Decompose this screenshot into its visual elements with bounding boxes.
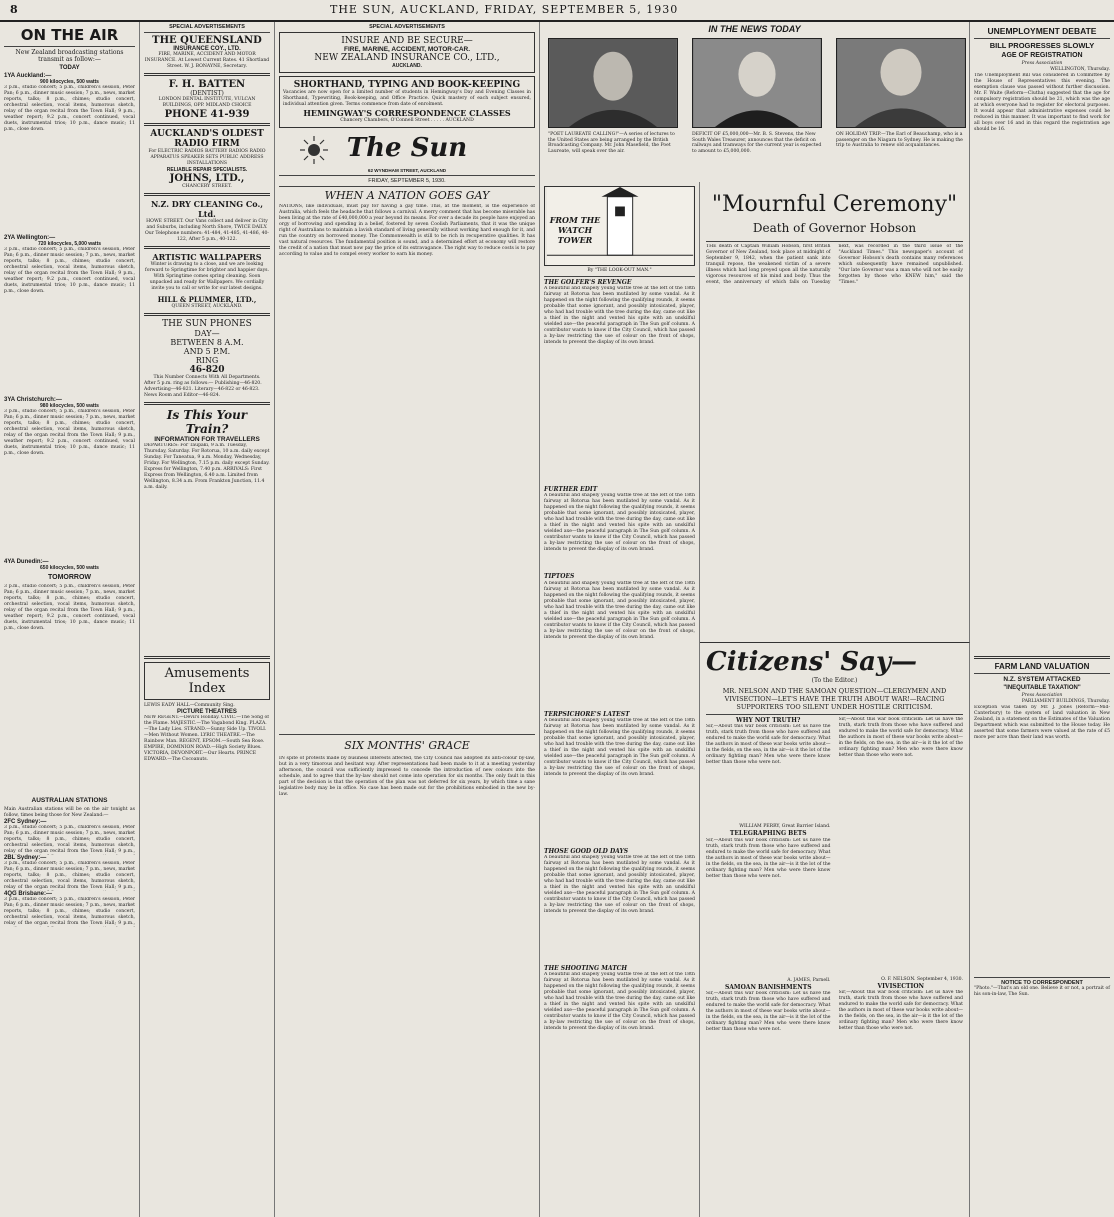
aus-4qg-programme: 3 p.m., studio concert; 5 p.m., children's session, Peter Pan; 6 p.m., dinner music session; 7 p.m., news, market reports, talks; 8 p.m., chimes; studio concert, orchestral selection, vocal items, humorous sketch, relay of the organ recital from the Town Hall; 9 p.m., xyxy=(4,897,135,927)
unemployment-dateline: WELLINGTON, Thursday. xyxy=(1050,67,1110,72)
hemingway-address: Chancery Chambers, O'Connell Street . . . . . AUCKLAND xyxy=(340,118,474,123)
drycleaning-body: HOWE STREET. Our Vans collect and deliver in City and Suburbs, including North Shore, TWICE DAILY. Our Telephone numbers: 41-484, 41-485, 41-486, 40-122, After 5 p.m., 40-122. xyxy=(145,219,269,243)
train-body: DEPARTURES: For Taupaki, 9 a.m. Tuesday, Thursday, Saturday. For Rotorua, 10 a.m. daily except Sunday. For Taneatua, 9 a.m. Monday, Wednesday, Friday. For Wellington, 7.15 p.m. daily except Sunday. Express for Wellington, 7.40 p.m. ARRIVALS: First Express from Wellington, 6.40 a.m. Limited from Wellington, 8.34 a.m. From Frankton Junction, 11.4 a.m. daily. xyxy=(144,443,270,491)
mournful-body: THE death of Captain William Hobson, first British Governor of New Zealand, took place at midnight of September 9, 1842, when the patient sank into tranquil repose, the weakened victim of a severe illness which had long preyed upon all the naturally vigorous resources of his mind and body. Thus the event, the anniversary of which falls on Tuesday next, was recorded in the third issue of the "Auckland Times." This newspaper's account of Governor Hobson's death contains many references which subsequently have remained unpublished. "Our late Governor was a man who will not be easily forgotten by those who KNEW him," said the "Times." xyxy=(706,244,963,285)
today-label: TODAY xyxy=(59,65,80,72)
shooting-match-heading: THE SHOOTING MATCH xyxy=(544,965,628,973)
portrait-icon xyxy=(549,39,677,127)
radio-title: AUCKLAND'S OLDEST RADIO FIRM xyxy=(150,129,264,150)
masthead-title: THE SUN, AUCKLAND, FRIDAY, SEPTEMBER 5, 1930 xyxy=(330,3,679,16)
station-2ya: 2YA Wellington:— xyxy=(4,235,56,242)
mournful-heading: "Mournful Ceremony" xyxy=(711,192,958,217)
on-the-air-column xyxy=(0,22,140,1217)
samoan-body: Sir,—About this war book criticism: Let us have the truth, stark truth from those who have suffered and endured to make the world safe for democracy. What the authors in most of these war books write about—in the fields, on the sea, in the air—is it the lot of the ordinary fighting man? Men who were there know better than those who were not. xyxy=(706,990,831,1032)
watch-tower-logo-text: FROM THE WATCH TOWER xyxy=(549,215,601,245)
tomorrow-programme: 3 p.m., studio concert; 5 p.m., children's session, Peter Pan; 6 p.m., dinner music session; 7 p.m., news, market reports, talks; 8 p.m., chimes; studio concert, orchestral selection, vocal items, humorous sketch, relay of the organ recital from the Town Hall; 9 p.m., weather report; 9.2 p.m., concert continued, vocal duets, instrumental trios; 10 p.m., dance music; 11 p.m., close down. xyxy=(4,584,135,632)
masefield-caption: "POET LAUREATE CALLING!"—A series of lectures to the United States are being arranged by the British Broadcasting Company. Mr. John Masefield, the Poet Laureate, will speak over the air. xyxy=(548,132,675,154)
aus-2fc-programme: 3 p.m., studio concert; 5 p.m., children's session, Peter Pan; 6 p.m., dinner music session; 7 p.m., news, market reports, talks; 8 p.m., chimes; studio concert, orchestral selection, vocal items, humorous sketch, relay of the organ recital from the Town Hall; 9 p.m., xyxy=(4,825,135,855)
unemployment-heading: UNEMPLOYMENT DEBATE xyxy=(987,26,1097,36)
good-old-days-heading: THOSE GOOD OLD DAYS xyxy=(544,847,629,855)
in-the-news-heading: IN THE NEWS TODAY xyxy=(708,24,801,34)
sun-phones-number: 46-820 xyxy=(189,365,225,376)
sun-phones-title: THE SUN PHONES xyxy=(162,319,252,330)
station-1ya-programme: 3 p.m., studio concert; 5 p.m., children's session, Peter Pan; 6 p.m., dinner music session; 7 p.m., news, market reports, talks; 8 p.m., chimes; studio concert, orchestral selection, vocal items, humorous sketch, relay of the organ recital from the Town Hall; 9 p.m., weather report; 9.2 p.m., concert continued, vocal duets, instrumental trios; 10 p.m., dance music; 11 p.m., close down. xyxy=(4,85,135,133)
batten-sub: (DENTIST) xyxy=(190,90,224,97)
amusements-heading: Amusements Index xyxy=(164,666,250,697)
station-3ya-freq: 980 kilocycles, 500 watts xyxy=(40,403,99,410)
unemployment-press: Press Association xyxy=(1021,61,1063,66)
aus-2bl: 2BL Sydney:— xyxy=(4,855,47,862)
further-edit-body: A beautiful and shapely young wattle tree at the left of the 18th fairway at Rotorua has been mutilated by some vandal. As it happened on the night following the qualifying rounds, it seems probable that some ignorant, and possibly intoxicated, player, who had had trouble with the tree during the day, came out like a thief in the night and vented his spite with an unskilful wielded axe—the peaceful paragraph in The Sun golf column. A contributor wants to know if the City Council, which has passed a by-law restricting the use of colour on the front of shops, intends to prevent the display of its own brand. xyxy=(544,493,695,553)
sun-logo xyxy=(279,132,535,168)
notice-body: "Photo."—That's an old one. Believe it or not, a portrait of his son-in-law, The Sun. xyxy=(974,986,1110,997)
queensland-title: THE QUEENSLAND xyxy=(152,35,262,46)
wallpapers-title: ARTISTIC WALLPAPERS xyxy=(152,252,262,263)
sun-phones-after: After 5 p.m. ring as follows:— Publishing—46-820. Advertising—46-821. Literary—46-822 or 46-823. News Room and Editor—46-824. xyxy=(144,381,262,399)
hemingway-school: HEMINGWAY'S CORRESPONDENCE CLASSES xyxy=(303,108,511,118)
on-the-air-heading: ON THE AIR xyxy=(20,26,119,44)
wallpapers-body: Winter is drawing to a close, and we are looking forward to Springtime for brighter and happier days. With Springtime comes spring cleaning. Soon unpacked and ready for Wallpapers. We cordially invite you to call or write for our latest designs. xyxy=(145,262,269,292)
citizens-say-article xyxy=(700,642,970,1217)
shorthand-ad-body: Vacancies are now open for a limited number of students in Hemingway's Day and Evening Classes in Shorthand, Typewriting, Book-keeping, and Office Practice. Quick mastery of each subject ensured, individual attention given. Terms commence from date of enrolment. xyxy=(283,90,531,107)
farm-dateline: PARLIAMENT BUILDINGS, Thursday. xyxy=(1021,699,1110,704)
editorial-dateline: FRIDAY, SEPTEMBER 5, 1930. xyxy=(368,178,446,184)
station-3ya-programme: 3 p.m., studio concert; 5 p.m., children's session, Peter Pan; 6 p.m., dinner music session; 7 p.m., news, market reports, talks; 8 p.m., chimes; studio concert, orchestral selection, vocal items, humorous sketch, relay of the organ recital from the Town Hall; 9 p.m., weather report; 9.2 p.m., concert continued, vocal duets, instrumental trios; 10 p.m., dance music; 11 p.m., close down. xyxy=(4,409,135,457)
amusements-pictures: PICTURE THEATRES xyxy=(177,709,237,716)
editorial-heading-1: WHEN A NATION GOES GAY xyxy=(324,189,490,202)
golfers-revenge-body: A beautiful and shapely young wattle tree at the left of the 18th fairway at Rotorua has been mutilated by some vandal. As it happened on the night following the qualifying rounds, it seems probable that some ignorant, and possibly intoxicated, player, who had had trouble with the tree during the day, came out like a thief in the night and vented his spite with an unskilful wielded axe—the peaceful paragraph in The Sun golf column. A contributor wants to know if the City Council, which has passed a by-law restricting the use of colour on the front of shops, intends to prevent the display of its own brand. xyxy=(544,286,695,346)
johns-address: CHANCERY STREET. xyxy=(182,184,232,190)
unemployment-sub2: AGE OF REGISTRATION xyxy=(1001,52,1083,59)
station-4ya-freq: 650 kilocycles, 500 watts xyxy=(40,565,99,572)
radio-body: For ELECTRIC RADIOS BATTERY RADIOS RADIO APPARATUS SPEAKER SETS PUBLIC ADDRESS INSTALLATIONS xyxy=(148,149,266,167)
station-2ya-programme: 3 p.m., studio concert; 5 p.m., children's session, Peter Pan; 6 p.m., dinner music session; 7 p.m., news, market reports, talks; 8 p.m., chimes; studio concert, orchestral selection, vocal items, humorous sketch, relay of the organ recital from the Town Hall; 9 p.m., weather report; 9.2 p.m., concert continued, vocal duets, instrumental trios; 10 p.m., dance music; 11 p.m., close down. xyxy=(4,247,135,295)
batten-body: LONDON DENTAL INSTITUTE, VULCAN BUILDINGS, OPP. MIDLAND CHOICE xyxy=(158,97,256,109)
terpsichore-body: A beautiful and shapely young wattle tree at the left of the 18th fairway at Rotorua has been mutilated by some vandal. As it happened on the night following the qualifying rounds, it seems probable that some ignorant, and possibly intoxicated, player, who had had trouble with the tree during the day, came out like a thief in the night and vented his spite with an unskilful wielded axe—the peaceful paragraph in The Sun golf column. A contributor wants to know if the City Council, which has passed a by-law restricting the use of colour on the front of shops, intends to prevent the display of its own brand. xyxy=(544,717,695,777)
sun-phones-day: DAY— xyxy=(194,329,220,339)
editorial-column xyxy=(275,22,540,1217)
sun-logo-address: 62 WYNDHAM STREET, AUCKLAND xyxy=(367,168,447,173)
editorial-body-1: NATIONS, like individuals, must pay for having a gay time. This, at the moment, is the experience of Australia, which feels the headache that follows a carnival. A merry comment that has become miserable has been living at the rate of £40,000,000 a year beyond its means. For over a decade its people have enjoyed an orgy of borrowing and spending in a belief, fostered by seven Coolish Parliaments, that it was the unique right of Australians to maintain a lavish standard of living generally without working hard enough for it, and run the country on borrowed money. The Commonwealth is still to be rich in recuperative qualities. It has vast natural resources. The fundamental position is sound, and a determined effort at economy will restore the credit of a nation that must now pay the price of its extravagance. The right way to reduce costs is to pay according to value and to compel every worker to earn his money. xyxy=(279,204,535,257)
queensland-sub: INSURANCE COY., LTD. xyxy=(173,46,241,52)
australian-intro: Main Australian stations will be on the air tonight as follow, times being those for New Zealand:— xyxy=(4,807,135,819)
good-old-days-body: A beautiful and shapely young wattle tree at the left of the 18th fairway at Rotorua has been mutilated by some vandal. As it happened on the night following the qualifying rounds, it seems probable that some ignorant, and possibly intoxicated, player, who had had trouble with the tree during the day, came out like a thief in the night and vented his spite with an unskilful wielded axe—the peaceful paragraph in The Sun golf column. A contributor wants to know if the City Council, which has passed a by-law restricting the use of colour on the front of shops, intends to prevent the display of its own brand. xyxy=(544,855,695,915)
australian-stations-heading: AUSTRALIAN STATIONS xyxy=(31,797,108,805)
sun-phones-connect: This Number Connects With All Departments. xyxy=(153,375,261,381)
mournful-subheading: Death of Governor Hobson xyxy=(752,221,917,235)
amusements-body: NEW REGENT.—Devil's Holiday. CIVIC.—The Song of the Flame. MAJESTIC.—The Vagabond King. PLAZA.—The Lady Lies. STRAND.—Sunny Side Up. TIVOLI.—Men Without Women. LYRIC THEATRE.—The Rainbow Man. REGENT, EPSOM.—South Sea Rose. EMPIRE, DOMINION ROAD.—High Society Blues. VICTORIA, DEVONPORT.—Our Hearts. PRINCE EDWARD.—The Cocoanuts. xyxy=(144,715,269,763)
insurance-ad-line4: AUCKLAND. xyxy=(392,63,422,69)
aus-2fc: 2FC Sydney:— xyxy=(4,819,47,826)
farm-sub1: N.Z. SYSTEM ATTACKED xyxy=(1003,676,1081,683)
samoan-body-continued: Sir,—About this war book criticism: Let us have the truth, stark truth from those who have suffered and endured to make the world safe for democracy. What the authors in most of these war books write about—in the fields, on the sea, in the air—is it the lot of the ordinary fighting man? Men who were there know better than those who were not. xyxy=(838,717,963,759)
shorthand-ad-title: SHORTHAND, TYPING AND BOOK-KEEPING xyxy=(293,80,521,90)
golfers-revenge-heading: THE GOLFER'S REVENGE xyxy=(544,279,632,286)
aus-4qg: 4QG Brisbane:— xyxy=(4,891,53,898)
amusements-lewis: LEWIS EADY HALL—Community Sing. xyxy=(144,703,235,709)
station-3ya: 3YA Christchurch:— xyxy=(4,397,62,404)
samoan-sign: O. F. NELSON. September 4, 1930. xyxy=(881,977,963,983)
queensland-body: FIRE, MARINE, ACCIDENT AND MOTOR INSURANCE. At Lowest Current Rates. 41 Shortland Street. W. J. BONAYNE, Secretary. xyxy=(144,52,270,69)
unemployment-sub1: BILL PROGRESSES SLOWLY xyxy=(989,41,1095,50)
why-not-truth-sign: WILLIAM PERRY, Great Barrier Island. xyxy=(739,824,831,830)
insurance-ad-line1: INSURE AND BE SECURE— xyxy=(341,36,473,46)
citizens-heading: Citizens' Say— xyxy=(706,647,918,677)
why-not-truth-heading: WHY NOT TRUTH? xyxy=(736,717,801,725)
tomorrow-label: TOMORROW xyxy=(47,574,92,582)
telegraphing-bets-sign: A. JAMES, Parnell. xyxy=(787,977,831,983)
insurance-ad-line2: FIRE, MARINE, ACCIDENT, MOTOR-CAR. xyxy=(343,46,471,53)
batten-name: F. H. BATTEN xyxy=(168,79,246,90)
portrait-icon xyxy=(693,39,821,127)
page-number: 8 xyxy=(10,3,18,16)
portrait-icon xyxy=(837,39,965,127)
farm-sub2: "INEQUITABLE TAXATION" xyxy=(1003,685,1081,691)
why-not-truth-body: Sir,—About this war book criticism: Let us have the truth, stark truth from those who have suffered and endured to make the world safe for democracy. What the authors in most of these war books write about—in the fields, on the sea, in the air—is it the lot of the ordinary fighting man? Men who were there know better than those who were not. xyxy=(706,724,831,766)
farm-press: Press Association xyxy=(1021,693,1063,698)
station-4ya: 4YA Dunedin:— xyxy=(4,559,49,566)
hill-plummer: HILL & PLUMMER, LTD., xyxy=(157,295,257,305)
further-edit-heading: FURTHER EDIT xyxy=(544,486,598,494)
batten-phone: PHONE 41-939 xyxy=(164,109,250,121)
beauchamp-caption: ON HOLIDAY TRIP.—The Earl of Beauchamp, who is a passenger on the Niagara to Sydney. He is making the trip to Australia to renew old acquaintances. xyxy=(836,132,963,149)
tiptoes-heading: TIPTOES xyxy=(544,573,575,581)
beauchamp-photo xyxy=(836,38,966,128)
special-ads-label-left: SPECIAL ADVERTISEMENTS xyxy=(169,24,245,30)
farm-body: Exception was taken by Mr. J. Jones (Reform—Mid-Canterbury) to the system of land valuation in New Zealand, in a statement on the Estimates of the Valuation Department which was submitted to the House today. He asserted that some farmers were valued at the rate of £5 more per acre than their land was worth. xyxy=(974,705,1110,740)
parliament-column xyxy=(970,22,1114,1217)
train-info: INFORMATION FOR TRAVELLERS xyxy=(154,436,260,444)
farm-heading: FARM LAND VALUATION xyxy=(994,662,1090,671)
vivisection-heading: VIVISECTION xyxy=(877,983,925,991)
sun-logo-text: The Sun xyxy=(346,133,468,163)
citizens-deck: MR. NELSON AND THE SAMOAN QUESTION—CLERGYMEN AND VIVISECTION—LET'S HAVE THE TRUTH ABOUT WAR!—RACING SUPPORTERS TOO SILENT UNDER HOSTILE CRITICISM. xyxy=(722,687,947,712)
station-2ya-freq: 720 kilocycles, 5,000 watts xyxy=(37,241,102,248)
sun-rays-icon xyxy=(299,135,329,165)
watch-tower-column xyxy=(540,182,700,1217)
aus-2bl-programme: 3 p.m., studio concert; 5 p.m., children's session, Peter Pan; 6 p.m., dinner music session; 7 p.m., news, market reports, talks; 8 p.m., chimes; studio concert, orchestral selection, vocal items, humorous sketch, relay of the organ recital from the Town Hall; 9 p.m., xyxy=(4,861,135,891)
editorial-body-2: IN spite of protests made by business interests affected, the City Council has adopted its anti-colour by-law, but in a very timorous and hesitant way. After representations had been made to it at a meeting yesterday afternoon, the council was sufficiently impressed to concede the introduction of new colours into the schedule, and to agree that the by-law should not come into operation for six months. The only fault in this part of the decision is that the operation of the plan was not deferred for six years, by which time a sane legislative body may be in office. No case has been made out for the prohibitions embodied in the new by-law. xyxy=(279,756,535,797)
stevens-caption: DEFICIT OF £5,000,000—Mr. B. S. Stevens, the New South Wales Treasurer, announces that the deficit on railways and tramways for the current year is expected to amount to £5,000,000. xyxy=(692,132,822,154)
masthead xyxy=(0,0,1114,22)
radio-service: RELIABLE REPAIR SPECIALISTS. xyxy=(166,167,248,174)
citizens-sub: (To the Editor.) xyxy=(811,677,858,684)
sun-phones-and: AND 5 P.M. xyxy=(183,347,231,357)
telegraphing-bets-body: Sir,—About this war book criticism: Let us have the truth, stark truth from those who have suffered and endured to make the world safe for democracy. What the authors in most of these war books write about—in the fields, on the sea, in the air—is it the lot of the ordinary fighting man? Men who were there know better than those who were not. xyxy=(706,837,831,879)
station-1ya-freq: 900 kilocycles, 500 watts xyxy=(40,79,99,86)
sun-phones-ring: RING xyxy=(195,356,219,366)
tiptoes-body: A beautiful and shapely young wattle tree at the left of the 18th fairway at Rotorua has been mutilated by some vandal. As it happened on the night following the qualifying rounds, it seems probable that some ignorant, and possibly intoxicated, player, who had had trouble with the tree during the day, came out like a thief in the night and vented his spite with an unskilful wielded axe—the peaceful paragraph in The Sun golf column. A contributor wants to know if the City Council, which has passed a by-law restricting the use of colour on the front of shops, intends to prevent the display of its own brand. xyxy=(544,580,695,640)
watch-tower-byline: By "THE LOOK-OUT MAN." xyxy=(587,268,652,273)
in-the-news-section xyxy=(540,22,970,182)
station-1yа: 1YA Auckland:— xyxy=(4,73,52,80)
editorial-heading-2: SIX MONTHS' GRACE xyxy=(344,739,470,752)
unemployment-body: The Unemployment Bill was considered in Committee by the House of Representatives this evening. The exemption clause was passed without further discussion. Mr. F. Waite (Reform—Clutha) suggested that the age for compulsory registration should be 21, which was the age at which everyone had to register for electoral purposes. It would appear that administrative expenses could be reduced in this manner. It was important to find work for all boys over 16 and in this regard the registration age should be 16. xyxy=(974,73,1110,132)
train-heading: Is This Your Train? xyxy=(166,408,248,437)
telegraphing-bets-heading: TELEGRAPHING BETS xyxy=(729,830,807,838)
stevens-photo xyxy=(692,38,822,128)
special-ads-label-mid: SPECIAL ADVERTISEMENTS xyxy=(369,24,445,30)
watch-tower-logo xyxy=(544,186,695,266)
hill-plummer-address: QUEEN STREET, AUCKLAND. xyxy=(171,304,243,310)
johns-name: JOHNS, LTD., xyxy=(169,173,245,185)
mournful-ceremony-article xyxy=(700,182,970,642)
masefield-photo xyxy=(548,38,678,128)
shooting-match-body: A beautiful and shapely young wattle tree at the left of the 18th fairway at Rotorua has been mutilated by some vandal. As it happened on the night following the qualifying rounds, it seems probable that some ignorant, and possibly intoxicated, player, who had had trouble with the tree during the day, came out like a thief in the night and vented his spite with an unskilful wielded axe—the peaceful paragraph in The Sun golf column. A contributor wants to know if the City Council, which has passed a by-law restricting the use of colour on the front of shops, intends to prevent the display of its own brand. xyxy=(544,972,695,1032)
insurance-ad-line3: NEW ZEALAND INSURANCE CO., LTD., xyxy=(314,53,500,63)
terpsichore-heading: TERPSICHORE'S LATEST xyxy=(544,710,630,718)
notice-heading: NOTICE TO CORRESPONDENT xyxy=(1001,980,1083,986)
samoan-heading: SAMOAN BANISHMENTS xyxy=(724,983,812,991)
on-the-air-intro: New Zealand broadcasting stations transmit as follow:— xyxy=(15,49,124,64)
advertisements-column xyxy=(140,22,275,1217)
sun-phones-between: BETWEEN 8 A.M. xyxy=(170,338,244,348)
drycleaning-title: N.Z. DRY CLEANING Co., Ltd. xyxy=(150,199,264,220)
vivisection-body: Sir,—About this war book criticism: Let us have the truth, stark truth from those who have suffered and endured to make the world safe for democracy. What the authors in most of these war books write about—in the fields, on the sea, in the air—is it the lot of the ordinary fighting man? Men who were there know better than those who were not. xyxy=(838,990,963,1032)
